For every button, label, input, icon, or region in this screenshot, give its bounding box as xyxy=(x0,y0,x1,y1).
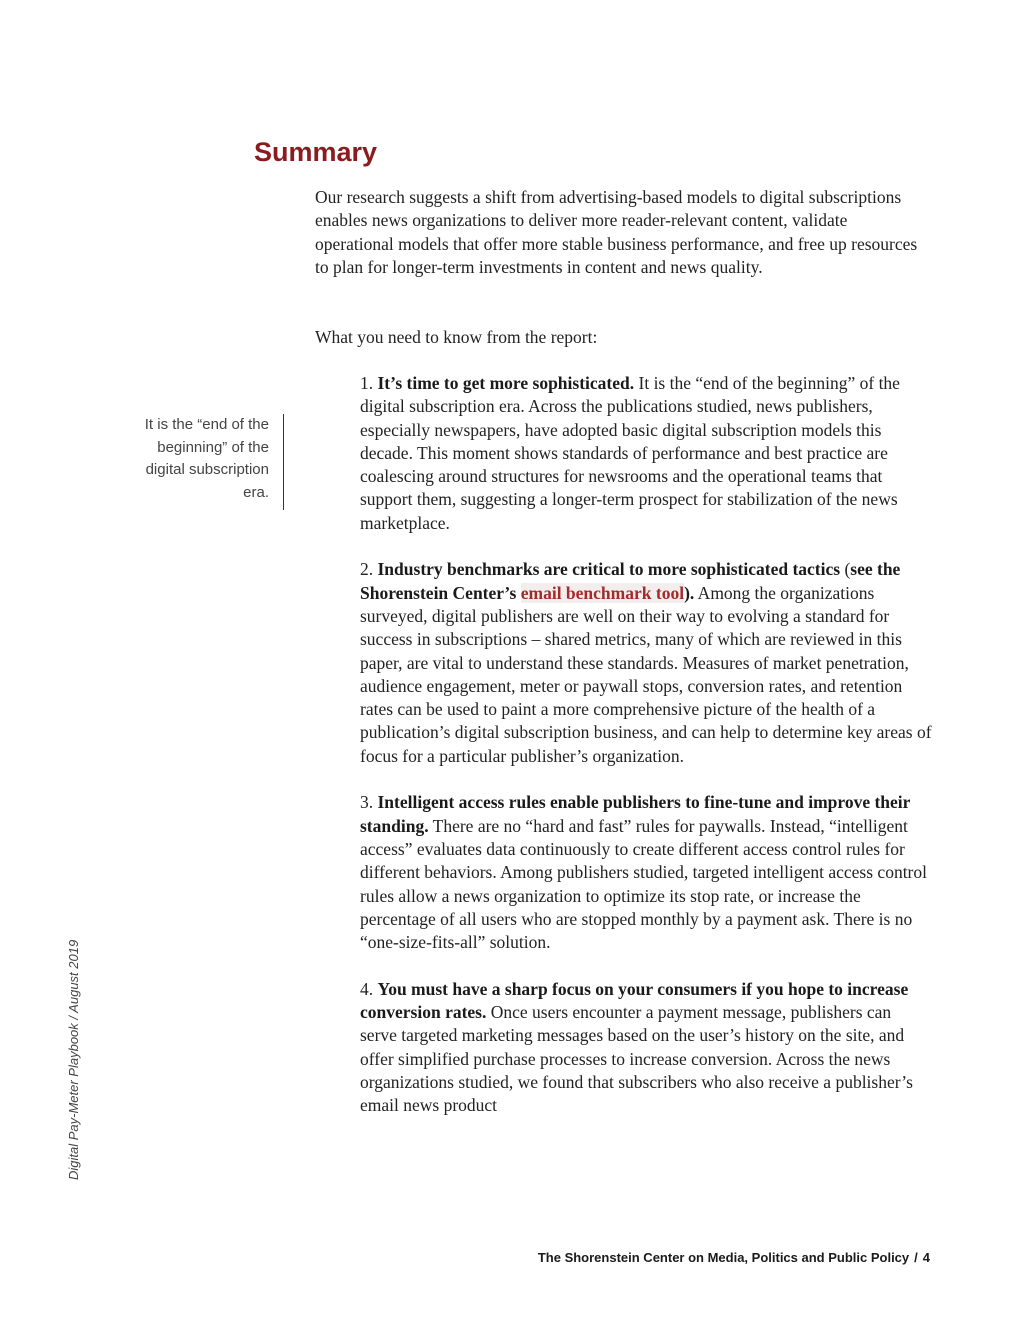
publication-name: Digital Pay-Meter Playbook xyxy=(66,1023,81,1180)
finding-2 xyxy=(360,558,932,768)
finding-body: Once users encounter a payment message, publishers can serve targeted marketing messages based on the user’s history on the site, and offer simplified purchase processes to increase conversion. Across the news organizations studied, we found that subscribers who also receive a publisher’s email news product xyxy=(360,1002,913,1116)
paren-close: ). xyxy=(684,582,695,603)
finding-body: It is the “end of the beginning” of the digital subscription era. Across the publications studied, news publishers, especially newspapers, have adopted basic digital subscription models this decade. This moment shows standards of performance and best practice are coalescing around structures for newsrooms and the operational teams that support them, suggesting a longer-term prospect for stabilization of the news marketplace. xyxy=(360,373,900,533)
page-title: Summary xyxy=(254,137,378,167)
finding-body: Among the organizations surveyed, digital publishers are well on their way to evolving a standard for success in subscriptions – shared metrics, many of which are reviewed in this paper, are vital to understand these standards. Measures of market penetration, audience engagement, meter or paywall stops, conversion rates, and retention rates can be used to paint a more comprehensive picture of the health of a publication’s digital subscription business, and can help to determine key areas of focus for a particular publisher’s organization. xyxy=(360,582,932,766)
side-caption xyxy=(66,940,82,1180)
finding-heading: It’s time to get more sophisticated. xyxy=(377,373,635,393)
finding-body: There are no “hard and fast” rules for paywalls. Instead, “intelligent access” evaluates data continuously to create different access control rules for different behaviors. Among publishers studied, targeted intelligent access control rules allow a news organization to optimize its stop rate, or increase the percentage of all users who are stopped monthly by a payment ask. There is no “one-size-fits-all” solution. xyxy=(360,815,927,953)
page-footer xyxy=(538,1249,930,1267)
finding-number: 3. xyxy=(360,792,374,813)
footer-organization: The Shorenstein Center on Media, Politics and Public Policy xyxy=(537,1250,910,1265)
finding-number: 1. xyxy=(360,373,374,393)
finding-heading: You must have a sharp focus on your consumers if you hope to increase conversion rates. xyxy=(360,978,909,1023)
page-number: 4 xyxy=(922,1250,930,1265)
finding-number: 4. xyxy=(360,978,374,999)
lead-in-text: What you need to know from the report: xyxy=(315,327,598,347)
pull-quote xyxy=(120,414,284,510)
finding-heading: Intelligent access rules enable publishers to fine-tune and improve their standing. xyxy=(360,792,911,836)
finding-1 xyxy=(360,372,932,535)
caption-separator: / xyxy=(66,1015,81,1020)
email-benchmark-tool-link[interactable]: email benchmark tool xyxy=(520,582,685,603)
pull-quote-text: It is the “end of the beginning” of the digital subscription era. xyxy=(144,416,269,501)
finding-3 xyxy=(360,791,932,954)
finding-heading: Industry benchmarks are critical to more sophisticated tactics xyxy=(377,559,841,580)
finding-number: 2. xyxy=(360,559,374,580)
paren-open: ( xyxy=(840,559,851,580)
key-findings-list xyxy=(360,372,932,1141)
see-prefix: see the Shorenstein Center’s xyxy=(360,559,901,603)
intro-paragraph: Our research suggests a shift from advertising-based models to digital subscriptions enables news organizations to deliver more reader-relevant content, validate operational models that offer more stable business performance, and free up resources to plan for longer-term investments in content and news quality. xyxy=(315,187,918,277)
finding-4 xyxy=(360,978,932,1118)
footer-separator: / xyxy=(914,1250,918,1265)
publication-date: August 2019 xyxy=(66,939,81,1013)
